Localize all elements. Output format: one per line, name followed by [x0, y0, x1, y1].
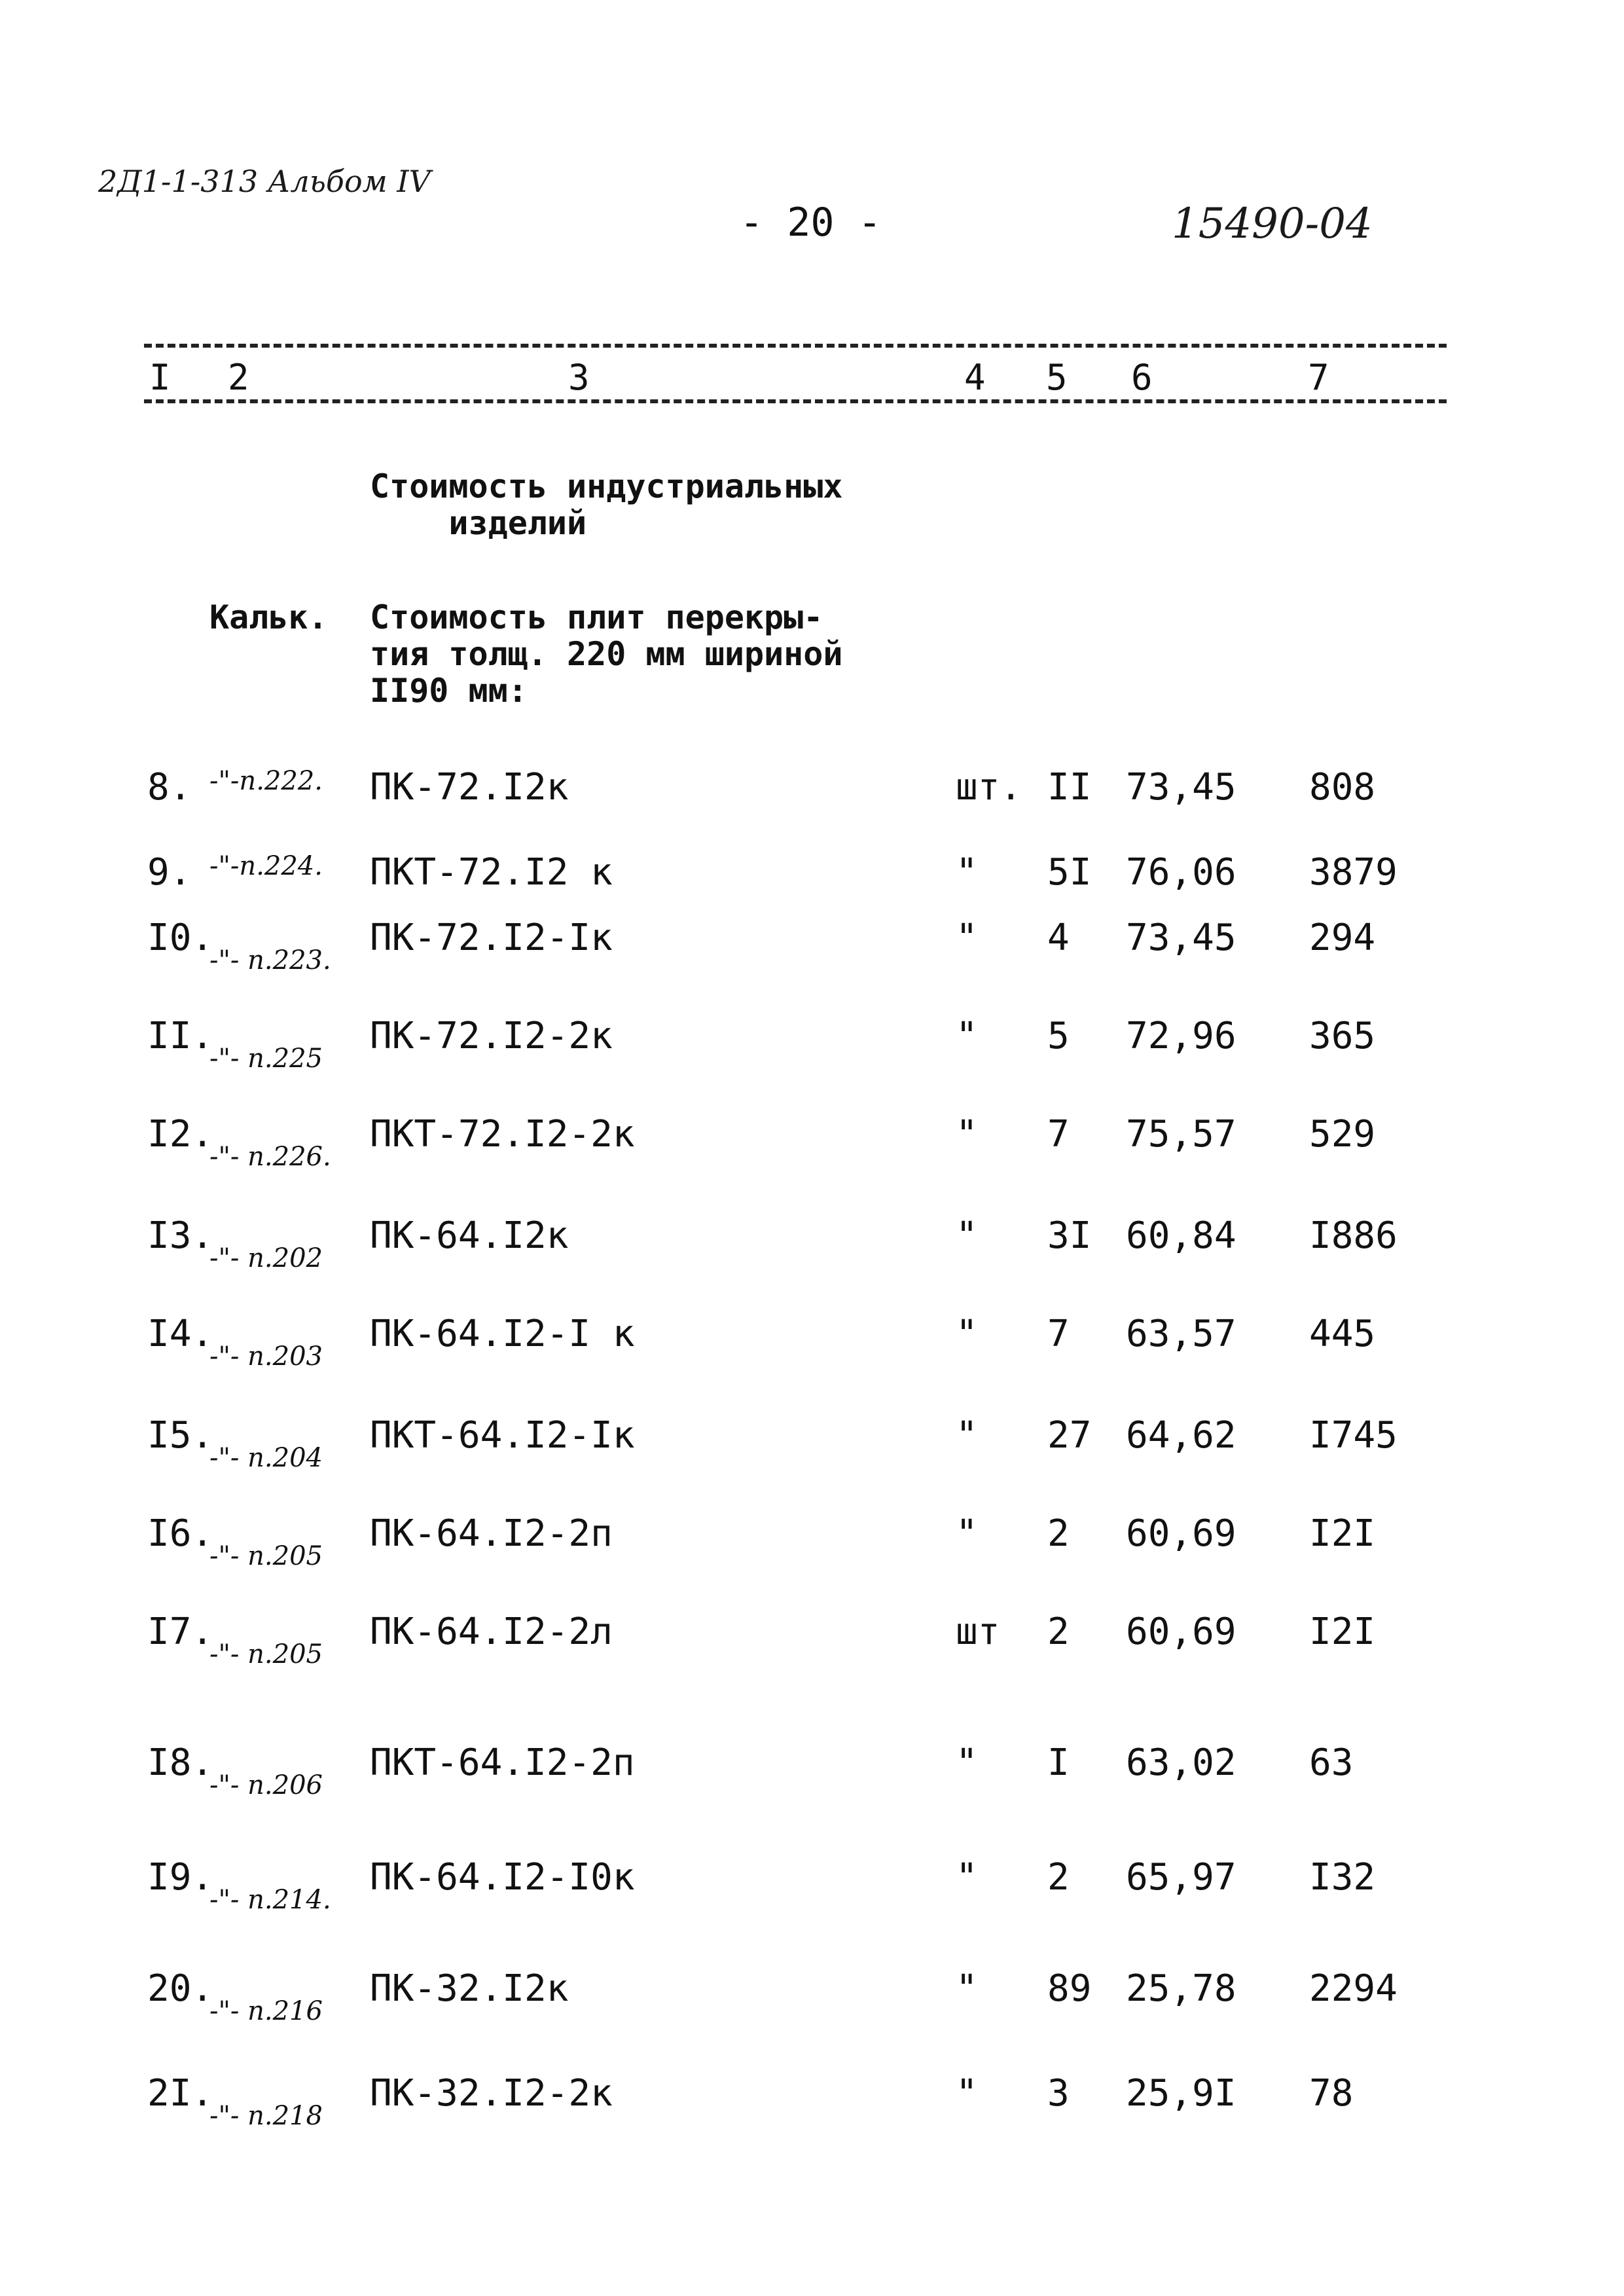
- quantity: II: [1047, 766, 1092, 809]
- calc-reference: -"- п.223.: [209, 945, 331, 975]
- unit: ": [956, 1313, 978, 1355]
- total-cost: 445: [1309, 1313, 1376, 1355]
- table-row: [0, 1856, 1624, 1935]
- unit-price: 60,84: [1126, 1214, 1236, 1257]
- row-number: 2I.: [147, 2072, 214, 2115]
- album-reference: 2Д1-1-313 Альбом IV: [98, 164, 431, 199]
- item-name: ПКТ-64.I2-2п: [370, 1741, 635, 1784]
- row-number: 9.: [147, 851, 192, 894]
- unit: ": [956, 1414, 978, 1457]
- unit-price: 65,97: [1126, 1856, 1236, 1899]
- table-row: [0, 1967, 1624, 2046]
- item-name: ПК-72.I2-2к: [370, 1015, 613, 1057]
- item-name: ПК-72.I2к: [370, 766, 569, 809]
- calc-label: Кальк.: [209, 598, 328, 636]
- total-cost: 808: [1309, 766, 1376, 809]
- unit: ": [956, 1512, 978, 1555]
- table-row: [0, 1512, 1624, 1591]
- unit: шт: [956, 1611, 1000, 1653]
- item-name: ПКТ-64.I2-Iк: [370, 1414, 635, 1457]
- quantity: 89: [1047, 1967, 1092, 2010]
- item-name: ПК-64.I2-I к: [370, 1313, 635, 1355]
- unit: шт.: [956, 766, 1022, 809]
- total-cost: 529: [1309, 1113, 1376, 1156]
- column-number-4: 4: [959, 357, 991, 398]
- column-number-2: 2: [223, 357, 255, 398]
- total-cost: 365: [1309, 1015, 1376, 1057]
- unit-price: 75,57: [1126, 1113, 1236, 1156]
- calc-reference: -"- п.205: [209, 1639, 323, 1669]
- quantity: 4: [1047, 917, 1070, 959]
- item-name: ПК-64.I2-2л: [370, 1611, 613, 1653]
- table-row: [0, 1741, 1624, 1820]
- unit-price: 60,69: [1126, 1611, 1236, 1653]
- quantity: I: [1047, 1741, 1070, 1784]
- item-name: ПК-64.I2-I0к: [370, 1856, 635, 1899]
- unit: ": [956, 1967, 978, 2010]
- row-number: 8.: [147, 766, 192, 809]
- quantity: 3I: [1047, 1214, 1092, 1257]
- header-rule-top: [144, 344, 1447, 348]
- calc-reference: -"- п.225: [209, 1044, 323, 1074]
- unit-price: 63,57: [1126, 1313, 1236, 1355]
- row-number: I5.: [147, 1414, 214, 1457]
- item-name: ПКТ-72.I2-2к: [370, 1113, 635, 1156]
- item-name: ПК-32.I2к: [370, 1967, 569, 2010]
- table-row: [0, 1214, 1624, 1293]
- row-number: I9.: [147, 1856, 214, 1899]
- calc-reference: -"- п.202: [209, 1243, 323, 1273]
- row-number: I3.: [147, 1214, 214, 1257]
- unit-price: 76,06: [1126, 851, 1236, 894]
- unit: ": [956, 2072, 978, 2115]
- calc-reference: -"- п.214.: [209, 1885, 331, 1915]
- calc-reference: -"-п.222.: [209, 766, 323, 796]
- total-cost: I2I: [1309, 1611, 1376, 1653]
- unit: ": [956, 1741, 978, 1784]
- calc-reference: -"- п.218: [209, 2101, 323, 2131]
- unit-price: 25,9I: [1126, 2072, 1236, 2115]
- quantity: 7: [1047, 1313, 1070, 1355]
- page-number: - 20 -: [740, 200, 882, 246]
- quantity: 27: [1047, 1414, 1092, 1457]
- row-number: I0.: [147, 917, 214, 959]
- unit-price: 73,45: [1126, 766, 1236, 809]
- item-name: ПК-64.I2к: [370, 1214, 569, 1257]
- item-name: ПК-72.I2-Iк: [370, 917, 613, 959]
- row-number: 20.: [147, 1967, 214, 2010]
- table-row: [0, 1414, 1624, 1493]
- quantity: 5: [1047, 1015, 1070, 1057]
- row-number: II.: [147, 1015, 214, 1057]
- item-name: ПК-32.I2-2к: [370, 2072, 613, 2115]
- unit-price: 64,62: [1126, 1414, 1236, 1457]
- unit-price: 73,45: [1126, 917, 1236, 959]
- table-row: [0, 1313, 1624, 1391]
- calc-reference: -"- п.226.: [209, 1142, 331, 1172]
- column-number-7: 7: [1303, 357, 1335, 398]
- quantity: 3: [1047, 2072, 1070, 2115]
- total-cost: 78: [1309, 2072, 1354, 2115]
- calc-reference: -"- п.204: [209, 1443, 323, 1473]
- calc-reference: -"-п.224.: [209, 851, 323, 881]
- table-row: [0, 766, 1624, 845]
- total-cost: 2294: [1309, 1967, 1398, 2010]
- section-title: Стоимость индустриальных изделий: [370, 467, 843, 542]
- calc-reference: -"- п.203: [209, 1341, 323, 1372]
- calc-reference: -"- п.206: [209, 1770, 323, 1800]
- table-row: [0, 1113, 1624, 1192]
- unit-price: 63,02: [1126, 1741, 1236, 1784]
- row-number: I8.: [147, 1741, 214, 1784]
- total-cost: 294: [1309, 917, 1376, 959]
- row-number: I6.: [147, 1512, 214, 1555]
- total-cost: I2I: [1309, 1512, 1376, 1555]
- unit: ": [956, 1214, 978, 1257]
- row-number: I7.: [147, 1611, 214, 1653]
- row-number: I4.: [147, 1313, 214, 1355]
- total-cost: 3879: [1309, 851, 1398, 894]
- subsection-title: Стоимость плит перекры- тия толщ. 220 мм шириной II90 мм:: [370, 598, 843, 710]
- total-cost: I745: [1309, 1414, 1398, 1457]
- unit: ": [956, 1015, 978, 1057]
- unit: ": [956, 1113, 978, 1156]
- unit-price: 25,78: [1126, 1967, 1236, 2010]
- table-row: [0, 917, 1624, 995]
- column-number-1: I: [144, 357, 176, 398]
- unit: ": [956, 917, 978, 959]
- column-number-6: 6: [1126, 357, 1158, 398]
- header-rule-bottom: [144, 399, 1447, 403]
- unit: ": [956, 851, 978, 894]
- item-name: ПК-64.I2-2п: [370, 1512, 613, 1555]
- quantity: 7: [1047, 1113, 1070, 1156]
- total-cost: I32: [1309, 1856, 1376, 1899]
- row-number: I2.: [147, 1113, 214, 1156]
- unit: ": [956, 1856, 978, 1899]
- item-name: ПКТ-72.I2 к: [370, 851, 613, 894]
- unit-price: 72,96: [1126, 1015, 1236, 1057]
- quantity: 5I: [1047, 851, 1092, 894]
- calc-reference: -"- п.216: [209, 1996, 323, 2026]
- column-number-5: 5: [1041, 357, 1073, 398]
- total-cost: 63: [1309, 1741, 1354, 1784]
- quantity: 2: [1047, 1512, 1070, 1555]
- column-number-3: 3: [563, 357, 595, 398]
- quantity: 2: [1047, 1856, 1070, 1899]
- calc-reference: -"- п.205: [209, 1541, 323, 1571]
- table-row: [0, 1611, 1624, 1689]
- total-cost: I886: [1309, 1214, 1398, 1257]
- table-row: [0, 2072, 1624, 2151]
- quantity: 2: [1047, 1611, 1070, 1653]
- unit-price: 60,69: [1126, 1512, 1236, 1555]
- table-row: [0, 1015, 1624, 1093]
- document-code: 15490-04: [1172, 200, 1373, 248]
